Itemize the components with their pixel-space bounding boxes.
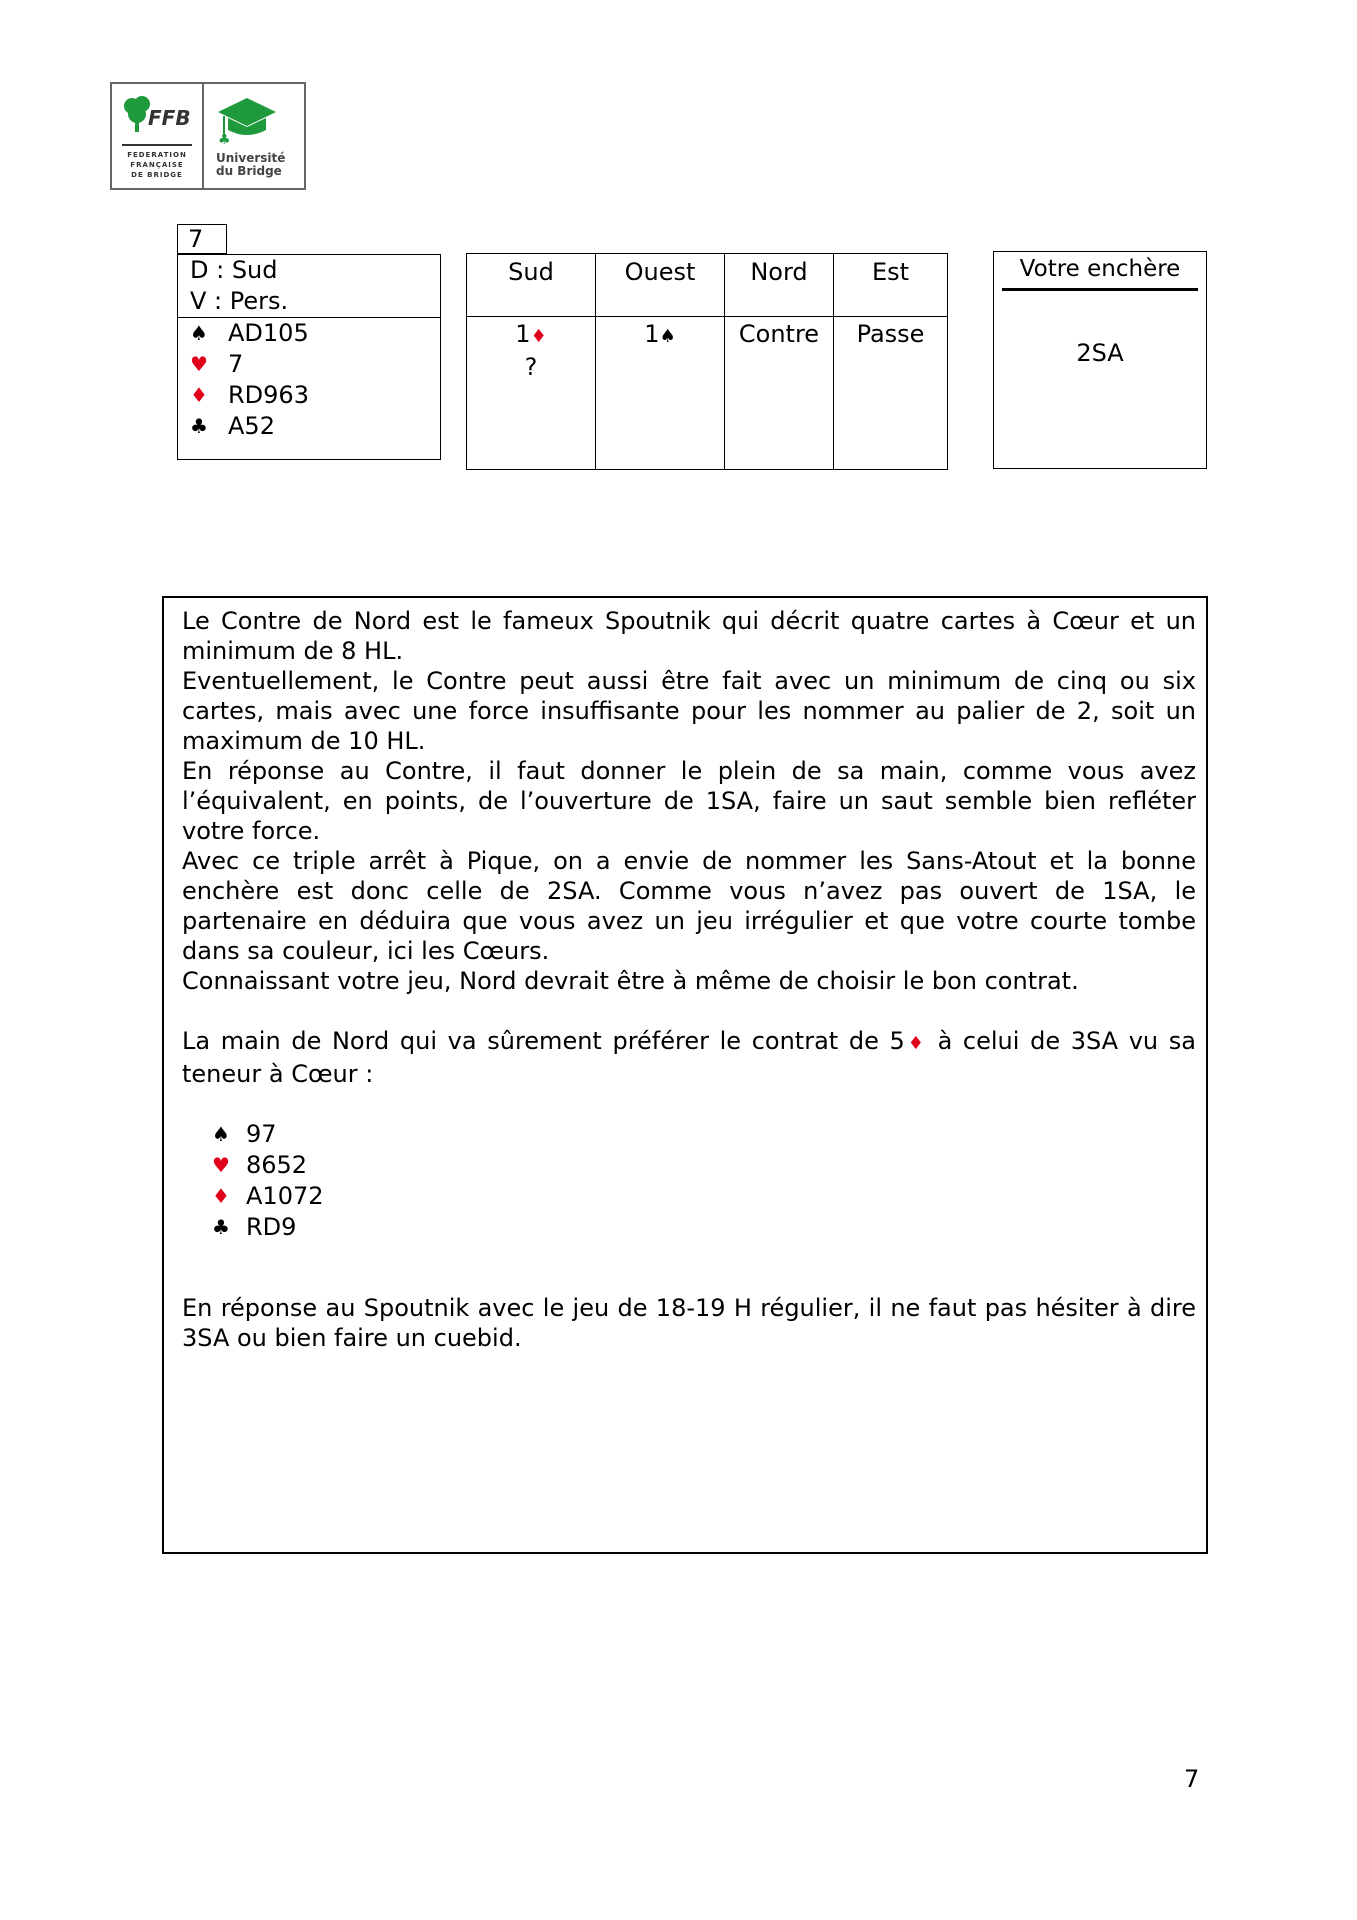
ffb-brand: FFB <box>148 106 191 130</box>
svg-text:♣: ♣ <box>218 132 231 148</box>
comment-paragraph: En réponse au Spoutnik avec le jeu de 18-19 H régulier, il ne faut pas hésiter à dire 3SA ou bien faire un cuebid. <box>182 1294 1196 1352</box>
spade-icon: ♠ <box>659 326 676 347</box>
bids-est: Passe <box>834 317 948 470</box>
hand-spades <box>178 318 440 349</box>
header-sud: Sud <box>467 254 596 317</box>
bidding-table <box>466 253 948 470</box>
page-number: 7 <box>1184 1765 1200 1793</box>
north-spades <box>212 1119 1196 1150</box>
diamond-icon: ♦ <box>212 1184 230 1208</box>
heart-cards: 7 <box>228 350 244 378</box>
bids-nord: Contre <box>725 317 834 470</box>
hand-hearts <box>178 349 440 380</box>
north-diamonds <box>212 1181 1196 1212</box>
spade-icon: ♠ <box>212 1122 230 1146</box>
deal-number: 7 <box>177 224 227 254</box>
north-clubs <box>212 1212 1196 1243</box>
deal-header <box>178 255 440 318</box>
north-hand <box>182 1119 1196 1243</box>
comment-paragraph: En réponse au Contre, il faut donner le plein de sa main, comme vous avez l’équivalent, en points, de l’ouverture de 1SA, faire un saut semble bien refléter votre force. <box>182 757 1196 845</box>
answer-title: Votre enchère <box>1002 252 1198 291</box>
bids-sud: 1♦ ? <box>467 317 596 470</box>
comment-paragraph: Eventuellement, le Contre peut aussi être fait avec un minimum de cinq ou six cartes, mais avec une force insuffisante pour les nommer au palier de 2, soit un maximum de 10 HL. <box>182 667 1196 755</box>
logo-divider <box>122 144 192 146</box>
deal-box <box>177 254 441 460</box>
commentary-box <box>162 596 1208 1554</box>
diamond-icon: ♦ <box>904 1033 927 1054</box>
club-icon: ♣ <box>212 1215 230 1239</box>
federation-text: FEDERATION FRANÇAISE DE BRIDGE <box>127 151 187 179</box>
north-heart-cards: 8652 <box>246 1151 308 1179</box>
hand-clubs <box>178 411 440 442</box>
header-est: Est <box>834 254 948 317</box>
hand-diamonds <box>178 380 440 411</box>
univ-logo <box>204 84 304 188</box>
north-hearts <box>212 1150 1196 1181</box>
club-icon: ♣ <box>190 414 208 438</box>
diamond-icon: ♦ <box>190 383 208 407</box>
heart-icon: ♥ <box>190 352 208 376</box>
header-ouest: Ouest <box>596 254 725 317</box>
ffb-logo <box>110 82 306 190</box>
comment-paragraph: Le Contre de Nord est le fameux Spoutnik qui décrit quatre cartes à Cœur et un minimum de 8 HL. <box>182 607 1196 665</box>
comment-paragraph: La main de Nord qui va sûrement préférer le contrat de 5♦ à celui de 3SA vu sa teneur à Cœur : <box>182 1027 1197 1088</box>
spade-icon: ♠ <box>190 321 208 345</box>
north-club-cards: RD9 <box>246 1213 297 1241</box>
vulnerability: V : Pers. <box>190 287 289 315</box>
answer-bid: 2SA <box>1076 339 1124 367</box>
dealer: D : Sud <box>190 256 278 284</box>
club-cards: A52 <box>228 412 275 440</box>
north-diamond-cards: A1072 <box>246 1182 324 1210</box>
graduation-cap-icon <box>214 94 280 148</box>
ffb-logo-left <box>112 84 204 188</box>
bids-ouest: 1♠ <box>596 317 725 470</box>
diamond-icon: ♦ <box>530 326 547 347</box>
answer-box <box>993 251 1207 469</box>
diamond-cards: RD963 <box>228 381 309 409</box>
spade-cards: AD105 <box>228 319 309 347</box>
header-nord: Nord <box>725 254 834 317</box>
comment-paragraph: Connaissant votre jeu, Nord devrait être à même de choisir le bon contrat. <box>182 967 1079 995</box>
university-text: Université du Bridge <box>216 151 286 178</box>
comment-paragraph: Avec ce triple arrêt à Pique, on a envie de nommer les Sans-Atout et la bonne enchère est donc celle de 2SA. Comme vous n’avez pas ouvert de 1SA, le partenaire en déduira que vous avez un jeu irrégulier et que votre courte tombe dans sa couleur, ici les Cœurs. <box>182 847 1196 965</box>
heart-icon: ♥ <box>212 1153 230 1177</box>
north-spade-cards: 97 <box>246 1120 277 1148</box>
